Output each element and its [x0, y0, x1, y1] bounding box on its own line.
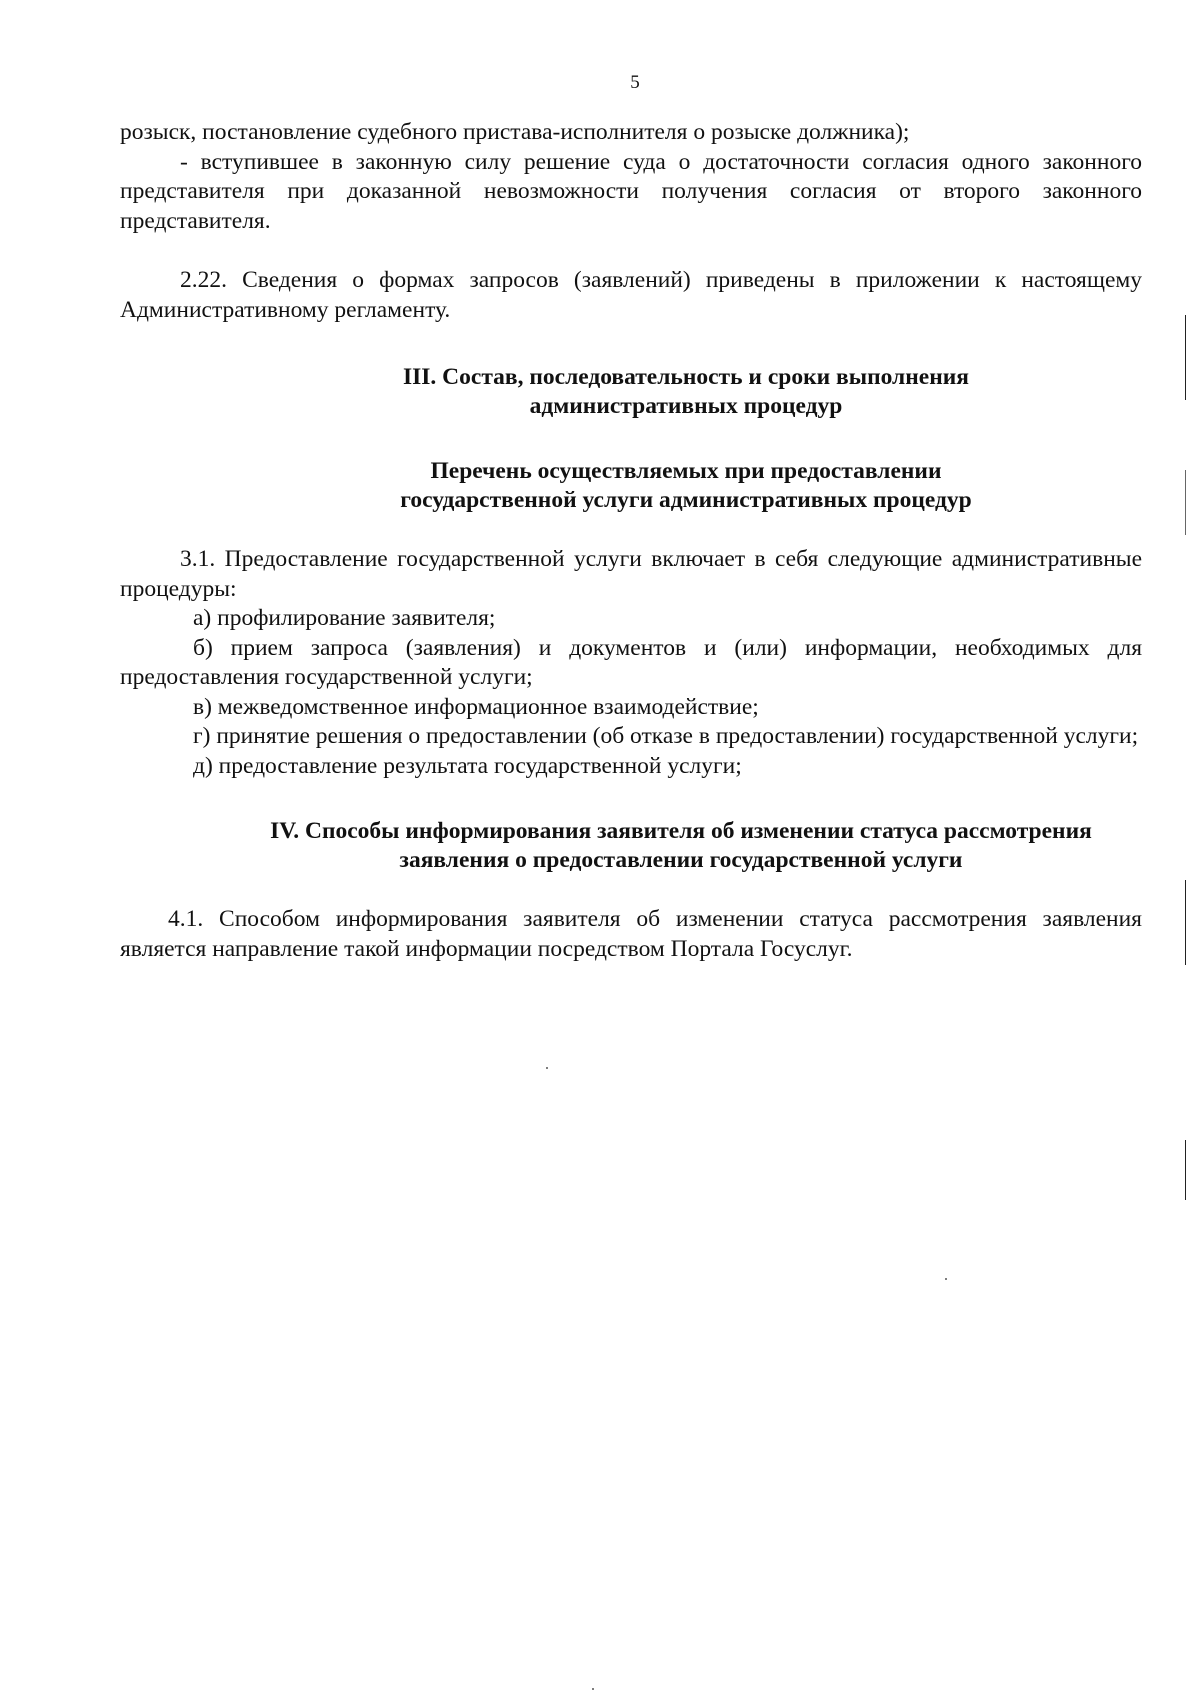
- page-content: [120, 118, 1142, 964]
- paragraph-continuation: розыск, постановление судебного пристава-исполнителя о розыске должника);: [120, 119, 910, 145]
- scan-artifact-dot: [945, 1278, 947, 1280]
- page-number: 5: [630, 72, 640, 93]
- list-item: а) профилирование заявителя;: [193, 605, 496, 631]
- section-3-heading-line1: III. Состав, последовательность и сроки выполнения: [402, 364, 969, 390]
- scan-artifact-line: [1185, 470, 1186, 535]
- paragraph-4-1: 4.1. Способом информирования заявителя об изменении статуса рассмотрения заявления является направление такой информации посредством Портала Госуслуг.: [120, 906, 1142, 962]
- procedures-list-heading-line2: государственной услуги административных процедур: [400, 487, 972, 513]
- procedures-list-heading-line1: Перечень осуществляемых при предоставлении: [430, 458, 942, 484]
- section-3-heading: [120, 363, 1142, 421]
- section-4-heading-line1: IV. Способы информирования заявителя об изменении статуса рассмотрения: [270, 818, 1092, 844]
- scan-artifact-dot: [546, 1067, 548, 1069]
- paragraph-3-1: 3.1. Предоставление государственной услуги включает в себя следующие административные процедуры:: [120, 546, 1142, 602]
- section-4-heading-line2: заявления о предоставлении государственной услуги: [399, 847, 963, 873]
- list-item: д) предоставление результата государственной услуги;: [193, 752, 742, 779]
- scan-artifact-dot: [592, 1688, 594, 1690]
- section-4-heading: [120, 817, 1142, 875]
- scan-artifact-line: [1185, 880, 1186, 965]
- scan-artifact-line: [1185, 315, 1186, 400]
- procedures-list: [120, 604, 1142, 781]
- paragraph-2-22: 2.22. Сведения о формах запросов (заявлений) приведены в приложении к настоящему Административному регламенту.: [120, 267, 1142, 323]
- list-item: б) прием запроса (заявления) и документов и (или) информации, необходимых для предоставления государственной услуги;: [120, 634, 1142, 690]
- list-item: г) принятие решения о предоставлении (об отказе в предоставлении) государственной услуги;: [193, 723, 1139, 749]
- procedures-list-heading: [120, 457, 1142, 515]
- section-3-heading-line2: административных процедур: [529, 393, 843, 419]
- paragraph-court-decision: - вступившее в законную силу решение суда о достаточности согласия одного законного представителя при доказанной невозможности получения согласия от второго законного представителя.: [120, 148, 1142, 234]
- list-item: в) межведомственное информационное взаимодействие;: [193, 693, 759, 720]
- scan-artifact-line: [1185, 1140, 1186, 1200]
